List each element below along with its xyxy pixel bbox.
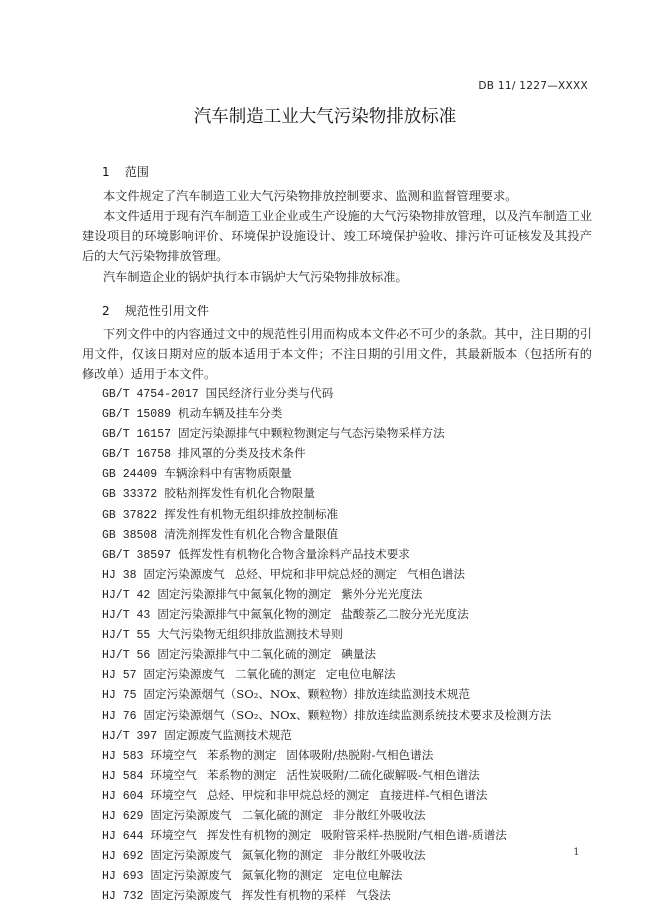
reference-code: HJ 644 <box>102 830 144 844</box>
reference-code: GB/T 16758 <box>102 448 172 462</box>
reference-title: 非分散红外吸收法 <box>332 807 426 822</box>
section-1-paragraph-2: 本文件适用于现有汽车制造工业企业或生产设施的大气污染物排放管理，以及汽车制造工业建设项目的环境影响评价、环境保护设施设计、竣工环境保护验收、排污许可证核发及其投产后的大气污染物排放管理。 <box>82 209 592 264</box>
reference-title: 挥发性有机物的测定 <box>206 828 312 843</box>
section-number: 1 <box>102 165 110 179</box>
reference-item <box>102 423 551 443</box>
reference-item <box>102 705 551 725</box>
reference-title: 总烃、甲烷和非甲烷总烃的测定 <box>234 566 398 581</box>
reference-code: HJ 57 <box>102 669 137 683</box>
reference-title: 固定污染源废气 <box>143 566 225 581</box>
reference-code: HJ 732 <box>102 890 144 904</box>
reference-title: 固定污染源废气 <box>150 807 232 822</box>
reference-title: 国民经济行业分类与代码 <box>205 386 334 400</box>
reference-item <box>102 805 551 825</box>
reference-item <box>102 524 551 544</box>
reference-title: 总烃、甲烷和非甲烷总烃的测定 <box>206 787 370 802</box>
reference-item <box>102 865 551 885</box>
reference-item <box>102 684 551 704</box>
reference-item <box>102 463 551 483</box>
reference-title: 碘量法 <box>341 647 377 662</box>
reference-item <box>102 885 551 905</box>
reference-item <box>102 785 551 805</box>
reference-title: 环境空气 <box>150 787 197 802</box>
reference-title: 固定污染源排气中二氧化硫的测定 <box>157 647 332 662</box>
reference-title: 环境空气 <box>150 747 197 762</box>
reference-item <box>102 483 551 503</box>
reference-title: 固定污染源废气 <box>150 848 232 863</box>
reference-code: HJ 604 <box>102 789 144 803</box>
reference-title: 直接进样-气相色谱法 <box>379 787 488 802</box>
reference-title: 二氧化硫的测定 <box>241 807 323 822</box>
reference-title: 固体吸附/热脱附-气相色谱法 <box>286 747 434 762</box>
reference-code: HJ 692 <box>102 850 144 864</box>
reference-item <box>102 845 551 865</box>
reference-title: 固定污染源排气中颗粒物测定与气态污染物采样方法 <box>178 426 445 441</box>
reference-item <box>102 504 551 524</box>
reference-item <box>102 403 551 423</box>
reference-title: 车辆涂料中有害物质限量 <box>164 466 292 481</box>
reference-code: GB/T 4754-2017 <box>102 388 199 401</box>
reference-item <box>102 745 551 765</box>
reference-title: 大气污染物无组织排放监测技术导则 <box>157 627 343 642</box>
reference-code: GB 38508 <box>102 528 158 542</box>
reference-code: HJ 76 <box>102 709 137 723</box>
reference-code: HJ 629 <box>102 809 144 823</box>
reference-title: 低挥发性有机物化合物含量涂料产品技术要求 <box>178 546 410 561</box>
reference-title: 机动车辆及挂车分类 <box>178 406 283 421</box>
reference-item <box>102 644 551 664</box>
section-1-heading <box>102 163 149 180</box>
reference-title: 清洗剂挥发性有机化合物含量限值 <box>164 526 339 541</box>
reference-title: 定电位电解法 <box>325 667 396 682</box>
normative-references-list <box>102 383 551 905</box>
reference-item <box>102 604 551 624</box>
reference-code: GB 33372 <box>102 488 158 502</box>
reference-title: 胶粘剂挥发性有机化合物限量 <box>164 486 315 501</box>
document-title: 汽车制造工业大气污染物排放标准 <box>193 107 457 127</box>
reference-title: 非分散红外吸收法 <box>332 848 426 863</box>
standard-code: DB 11/ 1227—XXXX <box>478 80 588 92</box>
reference-title: 固定污染源排气中氮氧化物的测定 <box>157 607 332 622</box>
reference-title: 氮氧化物的测定 <box>241 868 323 883</box>
reference-title: 挥发性有机物的采样 <box>241 888 346 903</box>
reference-item <box>102 443 551 463</box>
section-number: 2 <box>102 304 110 318</box>
reference-code: HJ/T 397 <box>102 729 158 743</box>
reference-title: 定电位电解法 <box>332 868 403 883</box>
reference-title: 固定污染源排气中氮氧化物的测定 <box>157 586 332 601</box>
section-1-paragraph-1: 本文件规定了汽车制造工业大气污染物排放控制要求、监测和监督管理要求。 <box>103 189 518 203</box>
reference-title: 二氧化硫的测定 <box>234 667 316 682</box>
reference-title: 排风罩的分类及技术条件 <box>178 446 306 461</box>
reference-code: GB/T 15089 <box>102 408 172 422</box>
reference-code: HJ 693 <box>102 870 144 884</box>
reference-code: HJ/T 43 <box>102 609 151 623</box>
reference-title: 挥发性有机物无组织排放控制标准 <box>164 506 339 521</box>
reference-title: 环境空气 <box>150 767 197 782</box>
reference-title: 苯系物的测定 <box>206 747 277 762</box>
reference-item <box>102 544 551 564</box>
reference-title: 固定污染源烟气（SO₂、NOx、颗粒物）排放连续监测系统技术要求及检测方法 <box>143 707 552 722</box>
reference-code: HJ/T 42 <box>102 588 151 602</box>
reference-title: 环境空气 <box>150 828 197 843</box>
section-heading-text: 规范性引用文件 <box>124 304 209 318</box>
section-1-paragraph-3: 汽车制造企业的锅炉执行本市锅炉大气污染物排放标准。 <box>103 270 408 284</box>
section-heading-text: 范围 <box>124 165 149 179</box>
reference-code: HJ 583 <box>102 749 144 763</box>
reference-title: 吸附管采样-热脱附/气相色谱-质谱法 <box>321 828 507 843</box>
reference-item <box>102 825 551 845</box>
reference-code: HJ/T 55 <box>102 629 151 643</box>
reference-item <box>102 564 551 584</box>
reference-title: 气袋法 <box>355 888 391 903</box>
reference-code: GB 37822 <box>102 508 158 522</box>
reference-title: 盐酸萘乙二胺分光光度法 <box>341 607 469 622</box>
reference-code: GB/T 16157 <box>102 428 172 442</box>
reference-title: 固定污染源废气 <box>150 868 232 883</box>
reference-code: HJ 75 <box>102 689 137 703</box>
page-number: 1 <box>573 846 580 858</box>
reference-item <box>102 383 551 403</box>
reference-title: 气相色谱法 <box>407 566 465 581</box>
reference-title: 固定污染源废气 <box>150 888 232 903</box>
reference-item <box>102 664 551 684</box>
reference-code: GB/T 38597 <box>102 548 172 562</box>
section-2-heading <box>102 302 209 319</box>
reference-item <box>102 624 551 644</box>
reference-code: HJ/T 56 <box>102 649 151 663</box>
reference-title: 固定源废气监测技术规范 <box>164 727 292 742</box>
reference-code: HJ 38 <box>102 568 137 582</box>
reference-item <box>102 765 551 785</box>
reference-code: GB 24409 <box>102 468 158 482</box>
reference-code: HJ 584 <box>102 769 144 783</box>
reference-title: 紫外分光光度法 <box>341 586 423 601</box>
reference-title: 活性炭吸附/二硫化碳解吸-气相色谱法 <box>286 767 480 782</box>
reference-item <box>102 725 551 745</box>
reference-title: 氮氧化物的测定 <box>241 848 323 863</box>
reference-item <box>102 584 551 604</box>
reference-title: 固定污染源烟气（SO₂、NOx、颗粒物）排放连续监测技术规范 <box>143 687 471 702</box>
reference-title: 苯系物的测定 <box>206 767 277 782</box>
section-2-paragraph-1: 下列文件中的内容通过文中的规范性引用而构成本文件必不可少的条款。其中，注日期的引用文件，仅该日期对应的版本适用于本文件；不注日期的引用文件，其最新版本（包括所有的修改单）适用于本文件。 <box>82 327 592 382</box>
reference-title: 固定污染源废气 <box>143 667 225 682</box>
